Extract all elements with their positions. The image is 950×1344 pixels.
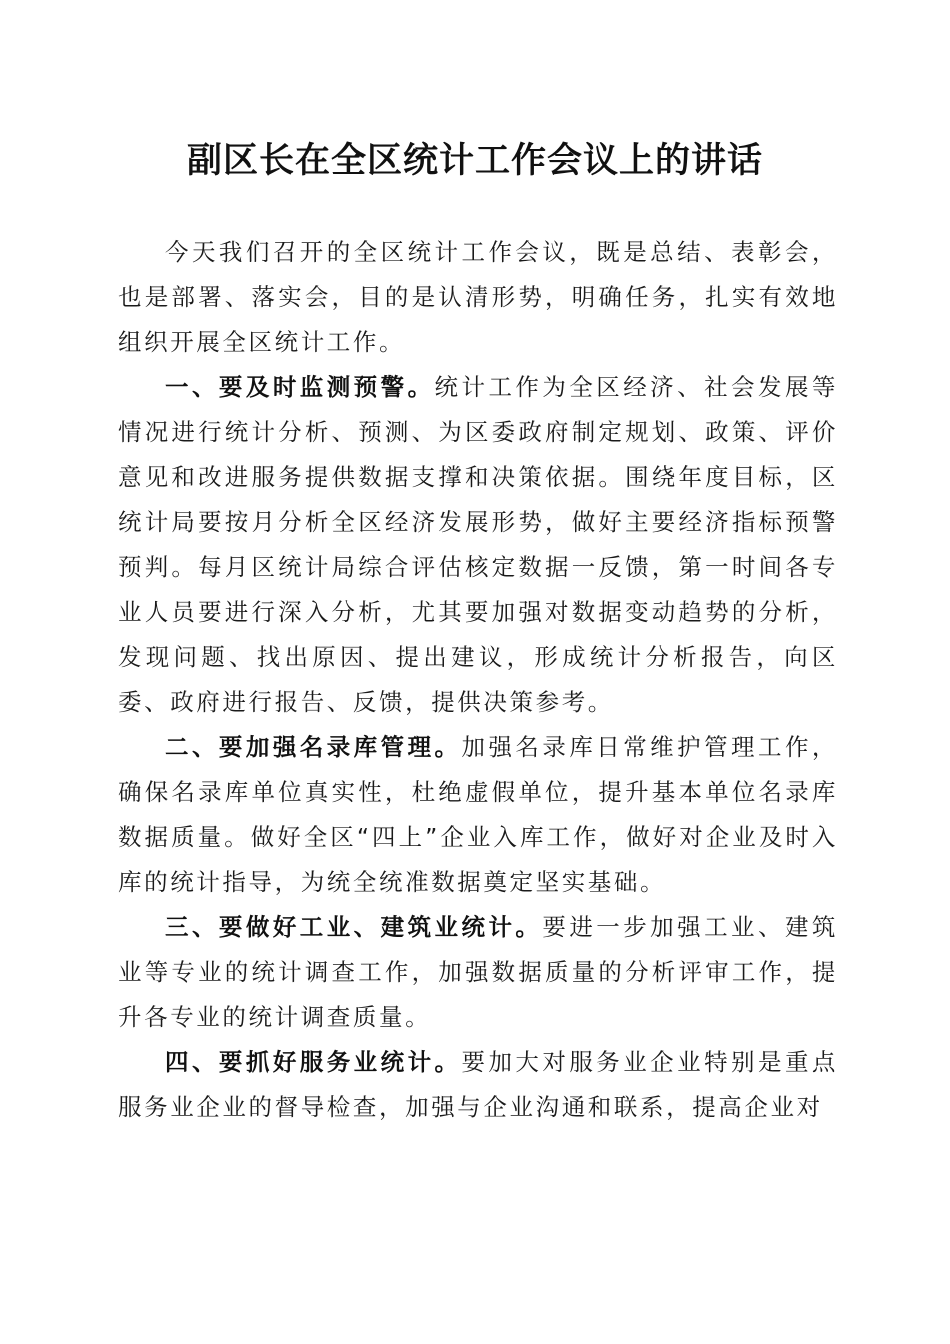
document-body bbox=[118, 230, 838, 1130]
paragraph-heading: 四、要抓好服务业统计。 bbox=[165, 1048, 462, 1076]
paragraph-text: 今天我们召开的全区统计工作会议，既是总结、表彰会，也是部署、落实会，目的是认清形势，明确任务，扎实有效地组织开展全区统计工作。 bbox=[118, 238, 838, 356]
paragraph-heading: 二、要加强名录库管理。 bbox=[165, 733, 462, 761]
document-title: 副区长在全区统计工作会议上的讲话 bbox=[186, 140, 763, 181]
paragraph-industry bbox=[118, 905, 838, 1040]
paragraph-services bbox=[118, 1040, 838, 1130]
paragraph-heading: 一、要及时监测预警。 bbox=[165, 373, 435, 401]
paragraph-intro bbox=[118, 230, 838, 365]
paragraph-text: 要进一步加强工业、建筑业等专业的统计调查工作，加强数据质量的分析评审工作，提升各专业的统计调查质量。 bbox=[118, 913, 838, 1031]
paragraph-directory bbox=[118, 725, 838, 905]
paragraph-text: 统计工作为全区经济、社会发展等情况进行统计分析、预测、为区委政府制定规划、政策、评价意见和改进服务提供数据支撑和决策依据。围绕年度目标，区统计局要按月分析全区经济发展形势，做好主要经济指标预警预判。每月区统计局综合评估核定数据一反馈，第一时间各专业人员要进行深入分析，尤其要加强对数据变动趋势的分析，发现问题、找出原因、提出建议，形成统计分析报告，向区委、政府进行报告、反馈，提供决策参考。 bbox=[118, 373, 839, 716]
paragraph-text: 加强名录库日常维护管理工作，确保名录库单位真实性，杜绝虚假单位，提升基本单位名录库数据质量。做好全区“四上”企业入库工作，做好对企业及时入库的统计指导，为统全统准数据奠定坚实基础。 bbox=[118, 733, 838, 896]
paragraph-monitoring bbox=[118, 365, 838, 725]
paragraph-text: 要加大对服务业企业特别是重点服务业企业的督导检查，加强与企业沟通和联系，提高企业对 bbox=[118, 1048, 838, 1121]
paragraph-heading: 三、要做好工业、建筑业统计。 bbox=[165, 913, 543, 941]
